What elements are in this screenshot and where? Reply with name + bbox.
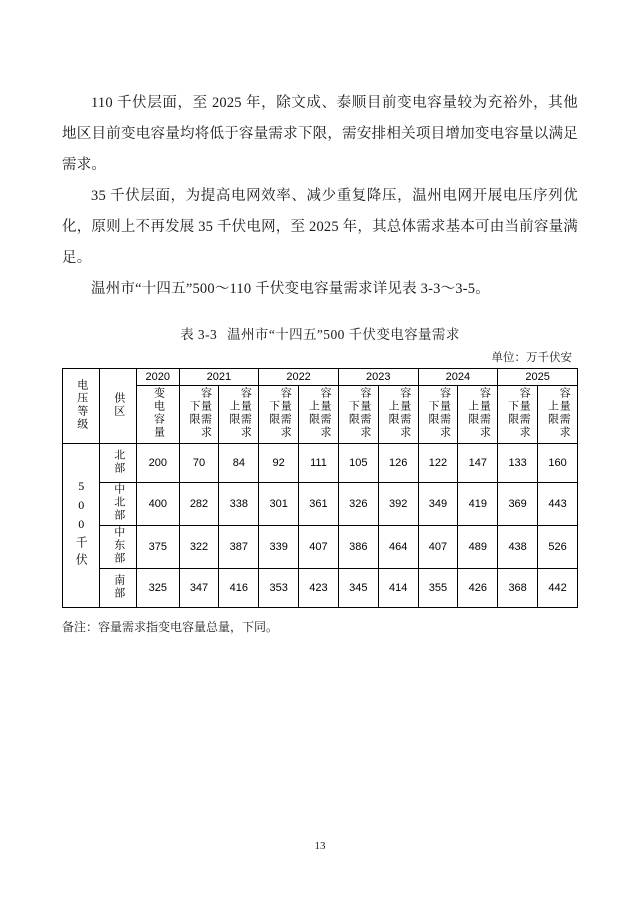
- header-zone: 供区: [99, 369, 136, 444]
- header-sub-2024-upper: 容量需求上限: [458, 386, 498, 444]
- header-sub-2023-upper: 容量需求上限: [378, 386, 418, 444]
- cell-value: 426: [458, 569, 498, 608]
- header-sub-2025-lower: 容量需求下限: [498, 386, 538, 444]
- header-year-2020: 2020: [136, 369, 179, 386]
- header-year-2021: 2021: [179, 369, 259, 386]
- table-row: [63, 483, 578, 526]
- cell-value: 70: [179, 444, 219, 483]
- table-footnote: 备注：容量需求指变电容量总量，下同。: [62, 620, 279, 634]
- header-voltage-level: 电压等级: [63, 369, 100, 444]
- cell-value: 414: [378, 569, 418, 608]
- cell-value: 416: [219, 569, 259, 608]
- capacity-demand-table: [62, 368, 578, 608]
- cell-value: 443: [538, 483, 578, 526]
- cell-zone: 南部: [99, 569, 136, 608]
- cell-value: 160: [538, 444, 578, 483]
- cell-value: 386: [338, 526, 378, 569]
- cell-value: 147: [458, 444, 498, 483]
- cell-value: 349: [418, 483, 458, 526]
- cell-value: 325: [136, 569, 179, 608]
- cell-value: 122: [418, 444, 458, 483]
- cell-value: 355: [418, 569, 458, 608]
- header-sub-2023-lower: 容量需求下限: [338, 386, 378, 444]
- cell-value: 126: [378, 444, 418, 483]
- cell-value: 407: [299, 526, 339, 569]
- cell-value: 361: [299, 483, 339, 526]
- header-sub-2022-upper: 容量需求上限: [299, 386, 339, 444]
- cell-value: 526: [538, 526, 578, 569]
- cell-zone: 中东部: [99, 526, 136, 569]
- cell-value: 345: [338, 569, 378, 608]
- cell-value: 353: [259, 569, 299, 608]
- paragraph-1: 110 千伏层面，至 2025 年，除文成、泰顺目前变电容量较为充裕外，其他地区目前变电容量均将低于容量需求下限，需安排相关项目增加变电容量以满足需求。: [62, 95, 578, 173]
- cell-voltage-level: 500千伏: [63, 444, 100, 608]
- header-sub-2021-lower: 容量需求下限: [179, 386, 219, 444]
- header-year-2025: 2025: [498, 369, 578, 386]
- cell-value: 322: [179, 526, 219, 569]
- header-sub-2020-capacity: 变电容量: [136, 386, 179, 444]
- header-year-2024: 2024: [418, 369, 498, 386]
- paragraph-2: 35 千伏层面，为提高电网效率、减少重复降压，温州电网开展电压序列优化，原则上不再发展 35 千伏电网，至 2025 年，其总体需求基本可由当前容量满足。: [62, 188, 578, 266]
- header-sub-2025-upper: 容量需求上限: [538, 386, 578, 444]
- header-sub-2024-lower: 容量需求下限: [418, 386, 458, 444]
- cell-value: 133: [498, 444, 538, 483]
- header-sub-2021-upper: 容量需求上限: [219, 386, 259, 444]
- cell-value: 301: [259, 483, 299, 526]
- table-header-row-subs: [63, 386, 578, 444]
- cell-value: 105: [338, 444, 378, 483]
- cell-value: 111: [299, 444, 339, 483]
- cell-value: 400: [136, 483, 179, 526]
- cell-value: 92: [259, 444, 299, 483]
- cell-value: 338: [219, 483, 259, 526]
- table-caption-text: 温州市“十四五”500 千伏变电容量需求: [227, 327, 460, 342]
- cell-zone: 中北部: [99, 483, 136, 526]
- page-number: 13: [314, 840, 326, 852]
- header-year-2022: 2022: [259, 369, 339, 386]
- cell-value: 489: [458, 526, 498, 569]
- table-caption-number: 表 3-3: [180, 327, 218, 342]
- cell-value: 438: [498, 526, 538, 569]
- table-unit-note: 单位：万千伏安: [491, 352, 572, 364]
- cell-value: 387: [219, 526, 259, 569]
- cell-value: 200: [136, 444, 179, 483]
- cell-value: 375: [136, 526, 179, 569]
- cell-zone: 北部: [99, 444, 136, 483]
- table-row: [63, 569, 578, 608]
- cell-value: 347: [179, 569, 219, 608]
- cell-value: 84: [219, 444, 259, 483]
- table-caption: [62, 323, 578, 343]
- cell-value: 339: [259, 526, 299, 569]
- table-row: [63, 526, 578, 569]
- cell-value: 282: [179, 483, 219, 526]
- page-content: [62, 88, 578, 635]
- header-sub-2022-lower: 容量需求下限: [259, 386, 299, 444]
- cell-value: 368: [498, 569, 538, 608]
- cell-value: 442: [538, 569, 578, 608]
- table-header-row-years: [63, 369, 578, 386]
- table-row: [63, 444, 578, 483]
- cell-value: 419: [458, 483, 498, 526]
- cell-value: 464: [378, 526, 418, 569]
- paragraph-3: 温州市“十四五”500～110 千伏变电容量需求详见表 3-3～3-5。: [91, 281, 490, 297]
- cell-value: 326: [338, 483, 378, 526]
- cell-value: 407: [418, 526, 458, 569]
- cell-value: 369: [498, 483, 538, 526]
- cell-value: 392: [378, 483, 418, 526]
- cell-value: 423: [299, 569, 339, 608]
- header-year-2023: 2023: [338, 369, 418, 386]
